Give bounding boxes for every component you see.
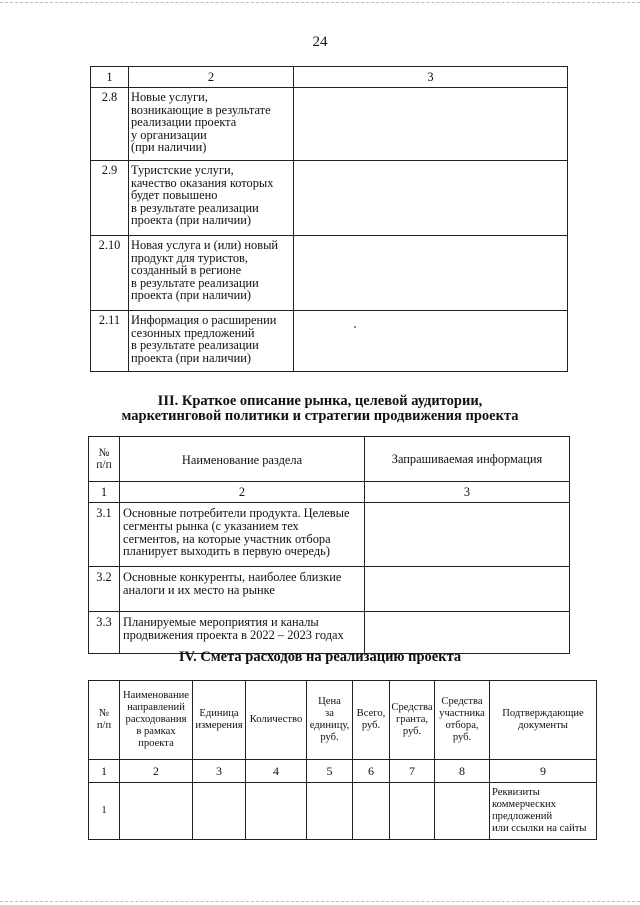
table-row <box>89 612 570 654</box>
section-3-title <box>0 394 640 424</box>
header-line: расходования <box>125 714 187 725</box>
row-label-line: реализации проекта <box>131 115 237 130</box>
header-line: Средства <box>391 702 433 713</box>
row-label <box>120 503 365 567</box>
section-4-title: IV. Смета расходов на реализацию проекта <box>178 649 462 665</box>
table-header-numbers-row <box>89 760 597 783</box>
header-number: 1 <box>89 482 120 503</box>
row-label-line: сегментов, на которые участник отбора <box>123 531 331 546</box>
table-header-row <box>89 437 570 482</box>
row-cell[interactable] <box>353 783 390 840</box>
table-row <box>89 503 570 567</box>
header-number: 2 <box>120 760 193 783</box>
header-line: Всего, <box>356 708 386 719</box>
header-line: за <box>325 708 334 719</box>
header-number: 3 <box>193 760 246 783</box>
section-3-title-line: III. Краткое описание рынка, целевой аудитории, <box>157 393 483 409</box>
row-number: 2.11 <box>91 311 129 372</box>
header-number: 6 <box>353 760 390 783</box>
row-label-line: Туристские услуги, <box>131 163 234 177</box>
header-line: проекта <box>138 738 174 749</box>
scan-edge-bottom <box>0 901 640 902</box>
header-line: п/п <box>96 720 112 731</box>
row-info-cell[interactable] <box>294 236 568 311</box>
header-unit <box>193 681 246 760</box>
header-number: 3 <box>365 482 570 503</box>
header-line: Подтверждающие <box>502 708 584 719</box>
docs-line: Реквизиты <box>492 787 540 798</box>
header-grant-funds <box>390 681 435 760</box>
table-row <box>89 567 570 612</box>
row-label-line: Информация о расширении <box>131 313 277 327</box>
table-header-row <box>89 681 597 760</box>
row-number: 3.1 <box>89 503 120 567</box>
row-info-cell[interactable] <box>365 503 570 567</box>
header-number: 7 <box>390 760 435 783</box>
row-label-line: созданный в регионе <box>131 263 242 278</box>
row-label-line: возникающие в результате <box>131 102 271 117</box>
docs-line: или ссылки на сайты <box>492 823 587 834</box>
header-number: 9 <box>490 760 597 783</box>
row-info-cell[interactable] <box>294 161 568 236</box>
row-number: 3.3 <box>89 612 120 654</box>
row-label-line: сегменты рынка (с указанием тех <box>123 518 299 533</box>
header-line: гранта, <box>395 714 429 725</box>
row-number: 1 <box>89 783 120 840</box>
row-label-line: аналоги и их место на рынке <box>123 582 275 597</box>
row-info-cell[interactable] <box>365 612 570 654</box>
table-header-numbers-row <box>89 482 570 503</box>
row-label-line: Новая услуга и (или) новый <box>131 238 279 252</box>
row-supporting-docs <box>490 783 597 840</box>
row-info-cell[interactable] <box>294 88 568 161</box>
header-col-2: 2 <box>129 67 294 88</box>
row-cell[interactable] <box>120 783 193 840</box>
row-label-line: продукт для туристов, <box>131 250 248 265</box>
table-row <box>91 311 568 372</box>
header-number: 2 <box>120 482 365 503</box>
row-label <box>129 88 294 161</box>
header-num <box>89 437 120 482</box>
page-number: 24 <box>312 34 328 50</box>
header-total <box>353 681 390 760</box>
table-project-results <box>90 66 568 372</box>
table-expense-estimate <box>88 680 597 840</box>
row-label-line: у организации <box>131 127 207 142</box>
row-label-line: планирует выходить в первую очередь) <box>123 544 330 559</box>
header-line: Наименование <box>123 690 189 701</box>
header-number: 5 <box>307 760 353 783</box>
row-cell[interactable] <box>390 783 435 840</box>
row-label <box>129 236 294 311</box>
row-label <box>120 567 365 612</box>
table-market-description <box>88 436 570 654</box>
row-label-line: продвижения проекта в 2022 – 2023 годах <box>123 627 344 642</box>
row-number: 3.2 <box>89 567 120 612</box>
row-info-cell[interactable] <box>294 311 568 372</box>
row-number: 2.9 <box>91 161 129 236</box>
row-label-line: Основные конкуренты, наиболее близкие <box>123 570 342 584</box>
row-label-line: Планируемые мероприятия и каналы <box>123 615 319 629</box>
row-label <box>129 161 294 236</box>
header-num <box>89 681 120 760</box>
row-info-cell[interactable] <box>365 567 570 612</box>
header-line: Средства <box>441 696 483 707</box>
header-col-1: 1 <box>91 67 129 88</box>
row-label-line: (при наличии) <box>131 140 207 155</box>
header-number: 1 <box>89 760 120 783</box>
header-line: участника <box>439 708 485 719</box>
row-label-line: Новые услуги, <box>131 90 208 104</box>
header-line: руб. <box>452 732 472 743</box>
row-label-line: в результате реализации <box>131 338 259 353</box>
header-col-3: 3 <box>294 67 568 88</box>
row-label-line: в результате реализации <box>131 275 259 290</box>
header-line: № <box>98 708 110 719</box>
docs-line: предложений <box>492 811 553 822</box>
header-line: руб. <box>402 726 422 737</box>
header-info: Запрашиваемая информация <box>365 437 570 482</box>
row-number: 2.8 <box>91 88 129 161</box>
row-label-line: проекта (при наличии) <box>131 288 252 303</box>
row-number: 2.10 <box>91 236 129 311</box>
row-label <box>120 612 365 654</box>
scan-edge-top <box>0 2 640 3</box>
header-line: руб. <box>320 732 339 743</box>
row-cell[interactable] <box>307 783 353 840</box>
table-row <box>91 236 568 311</box>
row-label-line: в результате реализации <box>131 200 259 215</box>
section-3-title-line: маркетинговой политики и стратегии продвижения проекта <box>121 408 519 424</box>
header-expense-direction <box>120 681 193 760</box>
docs-line: коммерческих <box>492 799 556 810</box>
header-line: Единица <box>199 708 239 719</box>
header-unit-price <box>307 681 353 760</box>
header-line: единицу, <box>309 720 350 731</box>
row-cell[interactable] <box>435 783 490 840</box>
header-line: отбора, <box>445 720 479 731</box>
header-line: измерения <box>195 720 243 731</box>
row-label-line: Основные потребители продукта. Целевые <box>123 506 350 520</box>
header-line: Цена <box>318 696 341 707</box>
header-supporting-docs <box>490 681 597 760</box>
scan-speck <box>354 326 356 328</box>
table-row <box>89 783 597 840</box>
header-quantity <box>246 681 307 760</box>
row-label-line: качество оказания которых <box>131 175 274 190</box>
row-label-line: будет повышено <box>131 188 218 203</box>
header-number: 4 <box>246 760 307 783</box>
header-num-line: п/п <box>96 459 112 471</box>
header-name: Наименование раздела <box>120 437 365 482</box>
header-number: 8 <box>435 760 490 783</box>
header-line: Количество <box>249 714 303 725</box>
header-line: документы <box>518 720 568 731</box>
row-label-line: сезонных предложений <box>131 325 255 340</box>
header-participant-funds <box>435 681 490 760</box>
table-row <box>91 161 568 236</box>
header-line: руб. <box>361 720 381 731</box>
row-label-line: проекта (при наличии) <box>131 350 252 365</box>
row-cell[interactable] <box>246 783 307 840</box>
row-label-line: проекта (при наличии) <box>131 213 252 228</box>
header-num-line: № <box>98 447 110 459</box>
header-line: в рамках <box>136 726 176 737</box>
row-cell[interactable] <box>193 783 246 840</box>
table-header-row <box>91 67 568 88</box>
row-label <box>129 311 294 372</box>
table-row <box>91 88 568 161</box>
header-line: направлений <box>127 702 185 713</box>
